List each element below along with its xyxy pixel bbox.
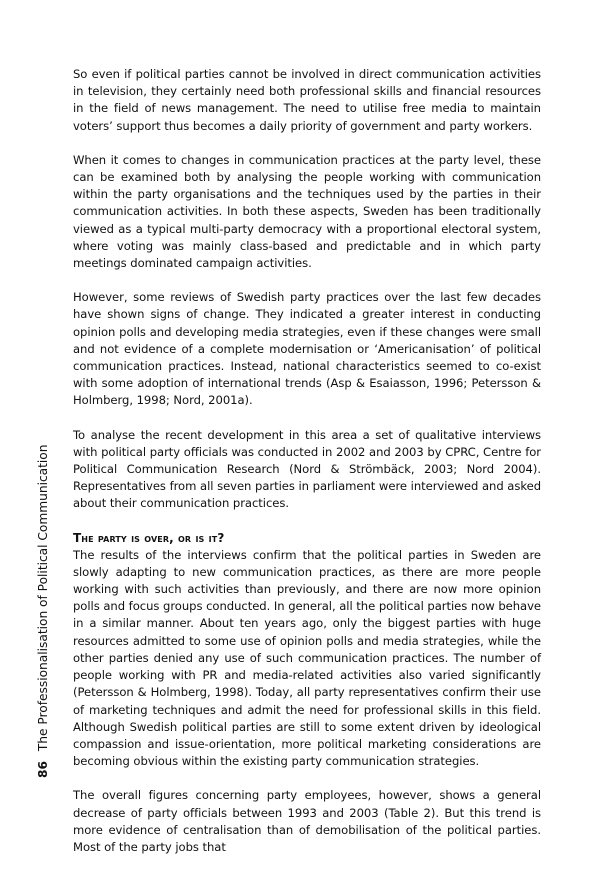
paragraph-4: To analyse the recent development in this area a set of qualitative interviews with political party officials was conducted in 2002 and 2003 by CPRC, Centre for Political Communication Research (Nord & Strömbäck, 2003; Nord 2004). Representatives from all seven parties in parliament were interviewed and asked about their communication practices. xyxy=(73,427,541,511)
paragraph-3: However, some reviews of Swedish party practices over the last few decades have shown signs of change. They indicated a greater interest in conducting opinion polls and developing media strategies, even if these changes were small and not evidence of a complete modernisation or ‘Americanisation’ of political communication practices. Instead, national characteristics seemed to co-exist with some adoption of international trends (Asp & Esaiasson, 1996; Petersson & Holmberg, 1998; Nord, 2001a). xyxy=(73,290,541,408)
body-text xyxy=(73,66,541,873)
paragraph-1: So even if political parties cannot be involved in direct communication activities in television, they certainly need both professional skills and financial resources in the field of news management. The need to utilise free media to maintain voters’ support thus becomes a daily priority of government and party workers. xyxy=(73,67,541,133)
section-heading: The party is over, or is it? xyxy=(73,530,225,545)
section-paragraph-2: The overall figures concerning party employees, however, shows a general decrease of party officials between 1993 and 2003 (Table 2). But this trend is more evidence of centralisation than of demobilisation of the political parties. Most of the party jobs that xyxy=(73,788,541,854)
page-number: 86 xyxy=(36,761,50,778)
running-footer xyxy=(36,445,50,778)
book-title: The Professionalisation of Political Communication xyxy=(36,444,50,752)
paragraph-2: When it comes to changes in communication practices at the party level, these can be examined both by analysing the people working with communication within the party organisations and the techniques used by the parties in their communication activities. In both these aspects, Sweden has been traditionally viewed as a typical multi-party democracy with a proportional electoral system, where voting was mainly class-based and predictable and in which party meetings dominated campaign activities. xyxy=(73,152,541,271)
section-paragraph-1: The results of the interviews confirm that the political parties in Sweden are slowly adapting to new communication practices, as there are more people working with such activities than previously, and there are now more opinion polls and focus groups conducted. In general, all the political parties now behave in a similar manner. About ten years ago, only the biggest parties with huge resources admitted to some use of opinion polls and media strategies, while the other parties denied any use of such communication practices. The number of people working with PR and media-related activities also varied significantly (Petersson & Holmberg, 1998). Today, all party representatives confirm their use of marketing techniques and admit the need for professional skills in this field. Although Swedish political parties are still to some extent driven by ideological compassion and issue-orientation, more political marketing considerations are becoming obvious within the existing party communication strategies. xyxy=(73,547,541,769)
